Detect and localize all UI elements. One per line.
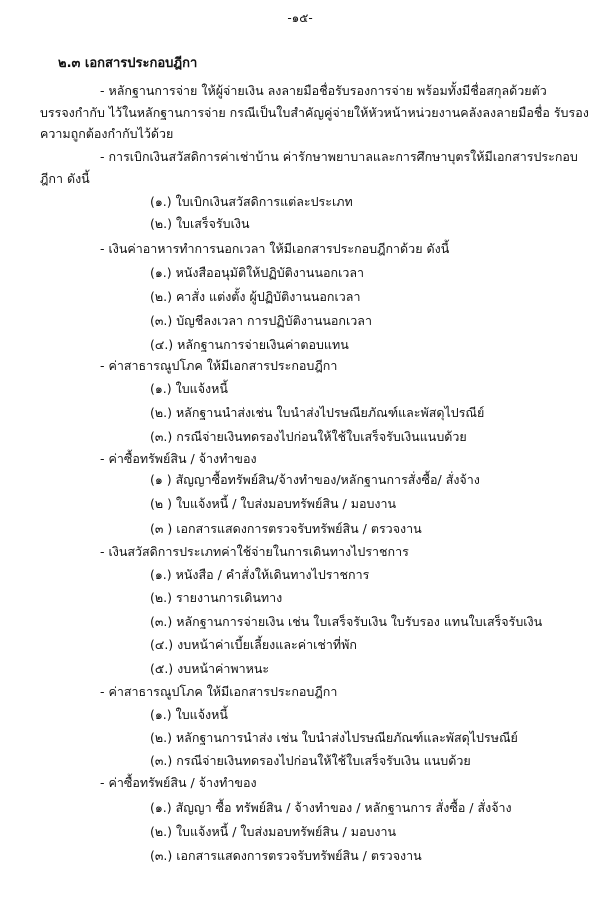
list-category: - เงินสวัสดิการประเภทค่าใช้จ่ายในการเดินทางไปราชการ [100, 544, 409, 559]
list-category: - ค่าซื้อทรัพย์สิน / จ้างทำของ [100, 775, 257, 790]
section-heading: ๒.๓ เอกสารประกอบฎีกา [58, 56, 198, 71]
list-item: (๔.) หลักฐานการจ่ายเงินค่าตอบแทน [150, 337, 349, 352]
list-item: (๕.) งบหน้าค่าพาหนะ [150, 661, 270, 676]
list-item: (๒.) หลักฐานนำส่งเช่น ใบนำส่งไปรษณียภัณฑ์และพัสดุไปรณีย์ [150, 405, 485, 420]
list-item: (๓.) บัญชีลงเวลา การปฏิบัติงานนอกเวลา [150, 313, 372, 328]
list-item: (๒.) ใบเสร็จรับเงิน [150, 216, 250, 231]
list-item: (๑.) ใบแจ้งหนี้ [150, 381, 228, 396]
list-category: - เงินค่าอาหารทำการนอกเวลา ให้มีเอกสารประกอบฎีกาด้วย ดังนี้ [100, 241, 450, 256]
list-item: (๒.) ใบแจ้งหนี้ / ใบส่งมอบทรัพย์สิน / มอบงาน [150, 824, 397, 839]
list-item: (๓.) หลักฐานการจ่ายเงิน เช่น ใบเสร็จรับเงิน ใบรับรอง แทนใบเสร็จรับเงิน [150, 614, 543, 629]
paragraph-1-line-2: บรรจงกำกับ ไว้ในหลักฐานการจ่าย กรณีเป็นใบสำคัญคู่จ่ายให้หัวหน้าหน่วยงานคลังลงลายมือชื่อ รับรอง [40, 105, 589, 120]
list-item: (๑.) หนังสืออนุมัติให้ปฏิบัติงานนอกเวลา [150, 265, 365, 280]
list-item: (๒.) หลักฐานการนำส่ง เช่น ใบนำส่งไปรษณียภัณฑ์และพัสดุไปรษณีย์ [150, 730, 518, 745]
list-item: (๑.) หนังสือ / คำสั่งให้เดินทางไปราชการ [150, 567, 370, 582]
list-item: (๑.) ใบเบิกเงินสวัสดิการแต่ละประเภท [150, 194, 353, 209]
list-item: (๑ ) สัญญาซื้อทรัพย์สิน/จ้างทำของ/หลักฐานการสั่งซื้อ/ สั่งจ้าง [150, 472, 480, 487]
paragraph-1-line-1: - หลักฐานการจ่าย ให้ผู้จ่ายเงิน ลงลายมือชื่อรับรองการจ่าย พร้อมทั้งมีชื่อสกุลด้วยตัว [100, 83, 547, 98]
list-item: (๓.) กรณีจ่ายเงินทดรองไปก่อนให้ใช้ใบเสร็จรับเงินแนบด้วย [150, 429, 467, 444]
list-item: (๓.) เอกสารแสดงการตรวจรับทรัพย์สิน / ตรวจงาน [150, 848, 422, 863]
list-category: - ค่าสาธารณูปโภค ให้มีเอกสารประกอบฎีกา [100, 358, 338, 373]
list-item: (๔.) งบหน้าค่าเบี้ยเลี้ยงและค่าเช่าที่พัก [150, 637, 357, 652]
paragraph-2-line-1: - การเบิกเงินสวัสดิการค่าเช่าบ้าน ค่ารักษาพยาบาลและการศึกษาบุตรให้มีเอกสารประกอบ [100, 149, 578, 164]
paragraph-2-line-2: ฎีกา ดังนี้ [40, 171, 90, 186]
list-item: (๑.) ใบแจ้งหนี้ [150, 707, 228, 722]
list-item: (๒.) รายงานการเดินทาง [150, 590, 283, 605]
list-item: (๒.) คาสั่ง แต่งตั้ง ผู้ปฏิบัติงานนอกเวลา [150, 289, 361, 304]
paragraph-1-line-3: ความถูกต้องกำกับไว้ด้วย [40, 126, 174, 141]
list-category: - ค่าซื้อทรัพย์สิน / จ้างทำของ [100, 451, 257, 466]
list-category: - ค่าสาธารณูปโภค ให้มีเอกสารประกอบฎีกา [100, 684, 338, 699]
list-item: (๓.) กรณีจ่ายเงินทดรองไปก่อนให้ใช้ใบเสร็จรับเงิน แนบด้วย [150, 753, 471, 768]
list-item: (๒ ) ใบแจ้งหนี้ / ใบส่งมอบทรัพย์สิน / มอบงาน [150, 496, 397, 511]
page-number: -๑๕- [287, 11, 313, 25]
list-item: (๑.) สัญญา ซื้อ ทรัพย์สิน / จ้างทำของ / หลักฐานการ สั่งซื้อ / สั่งจ้าง [150, 800, 512, 815]
list-item: (๓ ) เอกสารแสดงการตรวจรับทรัพย์สิน / ตรวจงาน [150, 521, 422, 536]
